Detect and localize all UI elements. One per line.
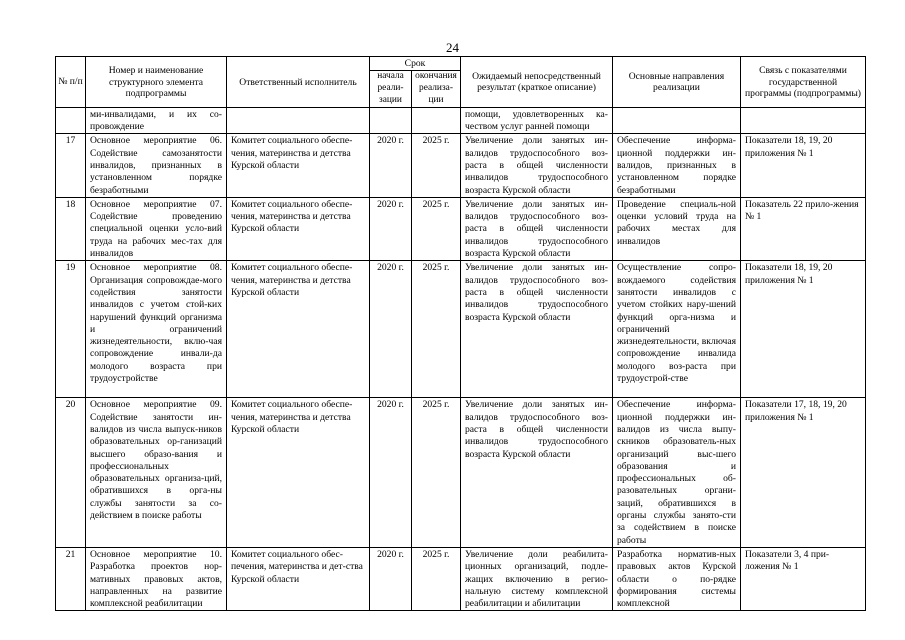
row-result: Увеличение доли занятых ин-валидов трудоспособного воз-раста в общей численности инвалидов трудоспособного возраста Курской области: [461, 197, 613, 260]
row-executor: Комитет социального обеспе-чения, материнства и детства Курской области: [227, 134, 370, 197]
row-name: Основное мероприятие 07. Содействие проведению специальной оценки усло-вий труда на рабочих мес-тах для инвалидов: [86, 197, 227, 260]
row-executor: Комитет социального обеспе-чения, материнства и детства Курской области: [227, 261, 370, 398]
row-num: 20: [56, 398, 86, 548]
row-executor: Комитет социального обеспе-чения, материнства и детства Курской области: [227, 398, 370, 548]
row-num: 21: [56, 547, 86, 610]
row-start: 2020 г.: [370, 547, 412, 610]
row-directions: Осуществление сопро-вождаемого содействия занятости инвалидов с учетом стойких нару-шений функций орга-низма и ограничений жизнедеятельности, включая сопровождение инвалида молодого воз-раста при трудоустрой-стве: [613, 261, 741, 398]
row-end: 2025 г.: [412, 197, 461, 260]
row-link: Показатели 18, 19, 20 приложения № 1: [741, 134, 866, 197]
row-link: [741, 107, 866, 134]
row-result: Увеличение доли занятых ин-валидов трудоспособного воз-раста в общей численности инвалидов трудоспособного возраста Курской области: [461, 398, 613, 548]
row-num: 18: [56, 197, 86, 260]
row-directions: Разработка норматив-ных правовых актов Курской области о по-рядке формирования системы комплексной: [613, 547, 741, 610]
row-link: Показатель 22 прило-жения № 1: [741, 197, 866, 260]
header-result: Ожидаемый непосредственный результат (краткое описание): [461, 57, 613, 108]
row-end: 2025 г.: [412, 261, 461, 398]
row-directions: Обеспечение информа-ционной поддержки ин-валидов, признанных в установленном порядке безработными: [613, 134, 741, 197]
row-name: Основное мероприятие 08. Организация сопровождае-мого содействия занятости инвалидов с учетом стой-ких нарушений функций организма и ограничений жизнедеятельности, вклю-чая сопровождение инвали-да молодого возраста при трудоустройстве: [86, 261, 227, 398]
row-name: Основное мероприятие 10. Разработка проектов нор-мативных правовых актов, направленных на развитие комплексной реабилитации: [86, 547, 227, 610]
table-row: [56, 134, 866, 197]
header-start: начала реали- зации: [370, 70, 412, 107]
row-num: [56, 107, 86, 134]
row-result: Увеличение доли занятых ин-валидов трудоспособного воз-раста в общей численности инвалидов трудоспособного возраста Курской области: [461, 261, 613, 398]
table-row: [56, 261, 866, 398]
program-table: [55, 56, 866, 611]
row-start: 2020 г.: [370, 197, 412, 260]
header-link: Связь с показателями государственной программы (подпрограммы): [741, 57, 866, 108]
row-end: 2025 г.: [412, 547, 461, 610]
row-num: 19: [56, 261, 86, 398]
row-num: 17: [56, 134, 86, 197]
row-link: Показатели 18, 19, 20 приложения № 1: [741, 261, 866, 398]
row-end: 2025 г.: [412, 398, 461, 548]
row-link: Показатели 17, 18, 19, 20 приложения № 1: [741, 398, 866, 548]
row-name: ми-инвалидами, и их со-провождение: [86, 107, 227, 134]
row-start: [370, 107, 412, 134]
row-name: Основное мероприятие 06. Содействие самозанятости инвалидов, признанных в установленном порядке безработными: [86, 134, 227, 197]
row-result: Увеличение доли занятых ин-валидов трудоспособного воз-раста в общей численности инвалидов трудоспособного возраста Курской области: [461, 134, 613, 197]
table-row: [56, 547, 866, 610]
table-row: [56, 197, 866, 260]
table-row: [56, 107, 866, 134]
header-num: № п/п: [56, 57, 86, 108]
row-start: 2020 г.: [370, 398, 412, 548]
header-directions: Основные направления реализации: [613, 57, 741, 108]
row-directions: [613, 107, 741, 134]
row-name: Основное мероприятие 09. Содействие занятости ин-валидов из числа выпуск-ников образовательных ор-ганизаций высшего образо-вания и профессиональных образовательных организа-ций, обратившихся в орга-ны службы занятости за со-действием в поиске работы: [86, 398, 227, 548]
row-end: [412, 107, 461, 134]
row-executor: Комитет социального обес-печения, материнства и дет-ства Курской области: [227, 547, 370, 610]
row-directions: Обеспечение информа-ционной поддержки ин-валидов из числа выпу-скников образователь-ных организаций выс-шего образования и профессиональных об-разовательных органи-заций, обратившихся в органы службы занято-сти за содействием в поиске работы: [613, 398, 741, 548]
header-term: Срок: [370, 57, 461, 71]
header-end: окончания реализа- ции: [412, 70, 461, 107]
row-link: Показатели 3, 4 при-ложения № 1: [741, 547, 866, 610]
row-end: 2025 г.: [412, 134, 461, 197]
row-start: 2020 г.: [370, 261, 412, 398]
row-result: помощи, удовлетворенных ка-чеством услуг ранней помощи: [461, 107, 613, 134]
row-start: 2020 г.: [370, 134, 412, 197]
page-number: 24: [446, 40, 459, 55]
row-directions: Проведение специаль-ной оценки условий труда на рабочих местах для инвалидов: [613, 197, 741, 260]
table-row: [56, 398, 866, 548]
row-executor: Комитет социального обеспе-чения, материнства и детства Курской области: [227, 197, 370, 260]
header-executor: Ответственный исполнитель: [227, 57, 370, 108]
row-executor: [227, 107, 370, 134]
row-result: Увеличение доли реабилита-ционных организаций, подле-жащих включению в регио-нальную систему комплексной реабилитации и абилитации: [461, 547, 613, 610]
header-name: Номер и наименование структурного элемента подпрограммы: [86, 57, 227, 108]
